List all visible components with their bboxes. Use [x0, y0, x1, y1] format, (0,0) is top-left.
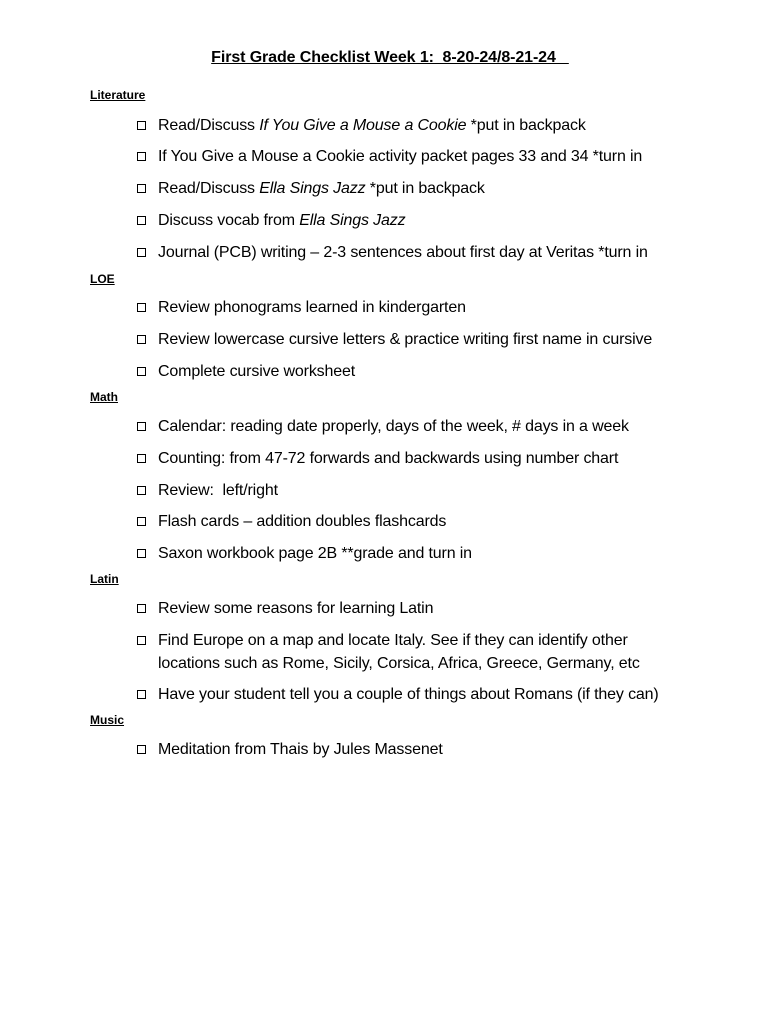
- page-title: First Grade Checklist Week 1: 8-20-24/8-21-24: [211, 49, 569, 66]
- checklist-item: [137, 114, 698, 137]
- checklist-item: [137, 145, 698, 168]
- checklist-item-text: Meditation from Thais by Jules Massenet: [158, 741, 443, 758]
- section-heading-latin: Latin: [90, 572, 119, 586]
- checklist-item-text: Complete cursive worksheet: [158, 363, 356, 380]
- checklist-item-text: Calendar: reading date properly, days of the week, # days in a week: [158, 418, 629, 435]
- checkbox-icon[interactable]: [137, 248, 146, 257]
- checklist-item: [137, 296, 698, 319]
- checkbox-icon[interactable]: [137, 216, 146, 225]
- checkbox-icon[interactable]: [137, 690, 146, 699]
- checkbox-icon[interactable]: [137, 604, 146, 613]
- checkbox-icon[interactable]: [137, 549, 146, 558]
- checkbox-icon[interactable]: [137, 636, 146, 645]
- checklist-item: [137, 738, 698, 761]
- checklist-item: [137, 177, 698, 200]
- checklist-item: [137, 597, 698, 620]
- checkbox-icon[interactable]: [137, 745, 146, 754]
- checkbox-icon[interactable]: [137, 454, 146, 463]
- checklist-item-text: Review lowercase cursive letters & practice writing first name in cursive: [158, 331, 653, 348]
- checklist-item: [137, 479, 698, 502]
- checkbox-icon[interactable]: [137, 367, 146, 376]
- checkbox-icon[interactable]: [137, 152, 146, 161]
- checklist-item-text: Review: left/right: [158, 482, 278, 499]
- checklist-item: [137, 415, 698, 438]
- checklist-item-text: Counting: from 47-72 forwards and backwards using number chart: [158, 450, 619, 467]
- checklist-item-text: Flash cards – addition doubles flashcards: [158, 513, 447, 530]
- section-heading-math: Math: [90, 390, 118, 404]
- checklist-item: [137, 447, 698, 470]
- checklist-item: [137, 683, 738, 706]
- checklist-item-text: Saxon workbook page 2B **grade and turn in: [158, 545, 472, 562]
- checklist-item-text: Discuss vocab from Ella Sings Jazz: [158, 212, 406, 229]
- checkbox-icon[interactable]: [137, 121, 146, 130]
- checklist-item: [137, 360, 698, 383]
- checklist-item: [137, 241, 698, 264]
- checklist-item: [137, 629, 658, 675]
- checkbox-icon[interactable]: [137, 486, 146, 495]
- checklist-item-text: If You Give a Mouse a Cookie activity packet pages 33 and 34 *turn in: [158, 148, 643, 165]
- checklist-item: [137, 510, 698, 533]
- checklist-item-text: Review some reasons for learning Latin: [158, 600, 434, 617]
- checklist-item-text: Read/Discuss If You Give a Mouse a Cookie *put in backpack: [158, 117, 586, 134]
- section-heading-literature: Literature: [90, 88, 146, 102]
- checklist-item-text: Journal (PCB) writing – 2-3 sentences about first day at Veritas *turn in: [158, 244, 648, 261]
- checklist-item-text: Have your student tell you a couple of things about Romans (if they can): [158, 686, 659, 703]
- checkbox-icon[interactable]: [137, 184, 146, 193]
- checkbox-icon[interactable]: [137, 422, 146, 431]
- checkbox-icon[interactable]: [137, 335, 146, 344]
- checklist-item: [137, 328, 698, 351]
- checkbox-icon[interactable]: [137, 303, 146, 312]
- section-heading-music: Music: [90, 713, 125, 727]
- checklist-item-text: Review phonograms learned in kindergarten: [158, 299, 466, 316]
- checklist-item-text: Read/Discuss Ella Sings Jazz *put in backpack: [158, 180, 485, 197]
- checklist-item: [137, 542, 698, 565]
- checklist-item-text: Find Europe on a map and locate Italy. See if they can identify other locations such as Rome, Sicily, Corsica, Africa, Greece, Germany, etc: [158, 632, 640, 672]
- checklist-item: [137, 209, 698, 232]
- section-heading-loe: LOE: [90, 272, 115, 286]
- checkbox-icon[interactable]: [137, 517, 146, 526]
